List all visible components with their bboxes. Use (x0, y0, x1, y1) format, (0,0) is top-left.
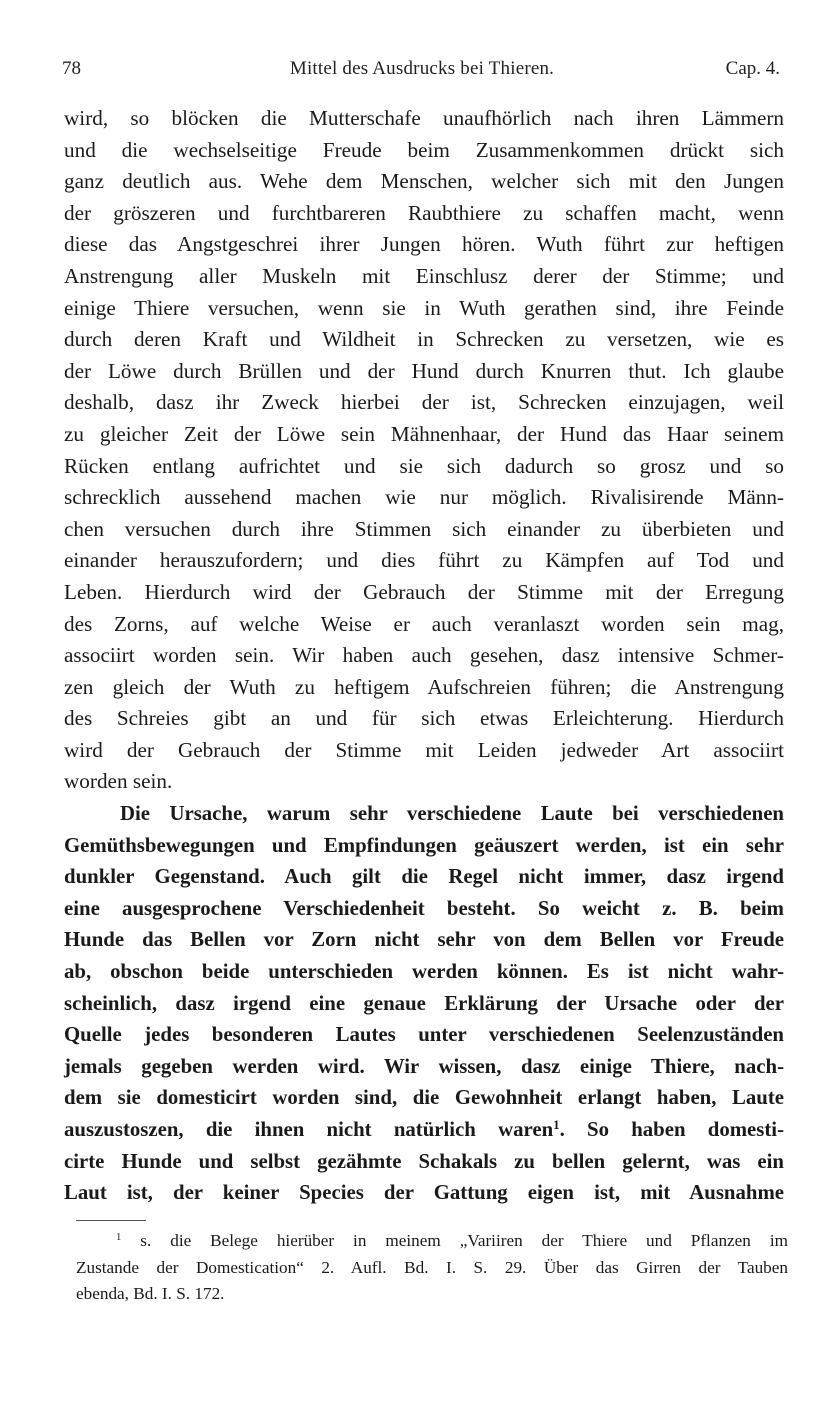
text-line: associirt worden sein. Wir haben auch gesehen, dasz intensive Schmer- (64, 643, 784, 668)
footnote-marker: 1 (116, 1232, 122, 1244)
text-line: ganz deutlich aus. Wehe dem Menschen, welcher sich mit den Jungen (64, 169, 784, 194)
text-line: durch deren Kraft und Wildheit in Schrecken zu versetzen, wie es (64, 327, 784, 352)
text-line: dem sie domesticirt worden sind, die Gewohnheit erlangt haben, Laute (64, 1086, 784, 1110)
footnote-line: ebenda, Bd. I. S. 172. (76, 1284, 225, 1303)
footnote-separator (76, 1220, 146, 1221)
chapter-label: Cap. 4. (725, 58, 780, 79)
footnote (76, 1228, 788, 1308)
running-title: Mittel des Ausdrucks bei Thieren. (289, 58, 555, 79)
text-line: Leben. Hierdurch wird der Gebrauch der Stimme mit der Erregung (64, 579, 784, 604)
text-line: Gemüthsbewegungen und Empfindungen geäuszert werden, ist ein sehr (64, 833, 784, 857)
text-line: Hunde das Bellen vor Zorn nicht sehr von dem Bellen vor Freude (64, 928, 784, 952)
text-line: chen versuchen durch ihre Stimmen sich einander zu überbieten und (64, 516, 784, 541)
text-line: eine ausgesprochene Verschiedenheit besteht. So weicht z. B. beim (64, 896, 784, 920)
text-line: jemals gegeben werden wird. Wir wissen, dasz einige Thiere, nach- (64, 1054, 784, 1078)
text-line: ab, obschon beide unterschieden werden können. Es ist nicht wahr- (64, 960, 784, 984)
page-number: 78 (62, 58, 81, 79)
text-line: Anstrengung aller Muskeln mit Einschlusz derer der Stimme; und (64, 263, 784, 288)
text-line: der gröszeren und furchtbareren Raubthiere zu schaffen macht, wenn (64, 200, 784, 225)
text-line: der Löwe durch Brüllen und der Hund durch Knurren thut. Ich glaube (64, 358, 784, 383)
footnote-line (76, 1228, 788, 1255)
text-line: wird der Gebrauch der Stimme mit Leiden jedweder Art associirt (64, 737, 784, 762)
text-line: worden sein. (64, 769, 173, 794)
text-line: deshalb, dasz ihr Zweck hierbei der ist, Schrecken einzujagen, weil (64, 390, 784, 415)
text-line: einige Thiere versuchen, wenn sie in Wuth gerathen sind, ihre Feinde (64, 295, 784, 320)
text-line: einander herauszufordern; und dies führt zu Kämpfen auf Tod und (64, 548, 784, 573)
text-line: zu gleicher Zeit der Löwe sein Mähnenhaar, der Hund das Haar seinem (64, 421, 784, 446)
text-line: zen gleich der Wuth zu heftigem Aufschreien führen; die Anstrengung (64, 674, 784, 699)
text-line-with-footnote-ref (64, 1114, 784, 1146)
text-line: Rücken entlang aufrichtet und sie sich dadurch so grosz und so (64, 453, 784, 478)
running-header (62, 58, 782, 88)
text-line: des Schreies gibt an und für sich etwas Erleichterung. Hierdurch (64, 706, 784, 731)
text-segment: . So haben domesti- (559, 1118, 784, 1141)
text-line: Quelle jedes besonderen Lautes unter verschiedenen Seelenzuständen (64, 1023, 784, 1047)
paragraph-2 (64, 798, 784, 1209)
text-line: wird, so blöcken die Mutterschafe unaufhörlich nach ihren Lämmern (64, 106, 784, 130)
text-line: schrecklich aussehend machen wie nur möglich. Rivalisirende Männ- (64, 485, 784, 510)
text-line: dunkler Gegenstand. Auch gilt die Regel nicht immer, dasz irgend (64, 865, 784, 889)
footnote-text: s. die Belege hierüber in meinem „Variiren der Thiere und Pflanzen im (140, 1231, 788, 1250)
text-line: Laut ist, der keiner Species der Gattung eigen ist, mit Ausnahme (64, 1181, 784, 1205)
text-line: des Zorns, auf welche Weise er auch veranlaszt worden sein mag, (64, 611, 784, 636)
text-segment: auszustoszen, die ihnen nicht natürlich waren (64, 1118, 554, 1141)
body-text (64, 103, 784, 1209)
footnote-line: Zustande der Domestication“ 2. Aufl. Bd. I. S. 29. Über das Girren der Tauben (76, 1257, 788, 1277)
text-line: scheinlich, dasz irgend eine genaue Erklärung der Ursache oder der (64, 991, 784, 1015)
paragraph-1 (64, 103, 784, 798)
footnote-reference[interactable]: 1 (553, 1117, 560, 1132)
text-line: diese das Angstgeschrei ihrer Jungen hören. Wuth führt zur heftigen (64, 232, 784, 257)
text-line: cirte Hunde und selbst gezähmte Schakals zu bellen gelernt, was ein (64, 1149, 784, 1173)
text-line: Die Ursache, warum sehr verschiedene Laute bei verschiedenen (120, 802, 784, 826)
text-line: und die wechselseitige Freude beim Zusammenkommen drückt sich (64, 137, 784, 162)
